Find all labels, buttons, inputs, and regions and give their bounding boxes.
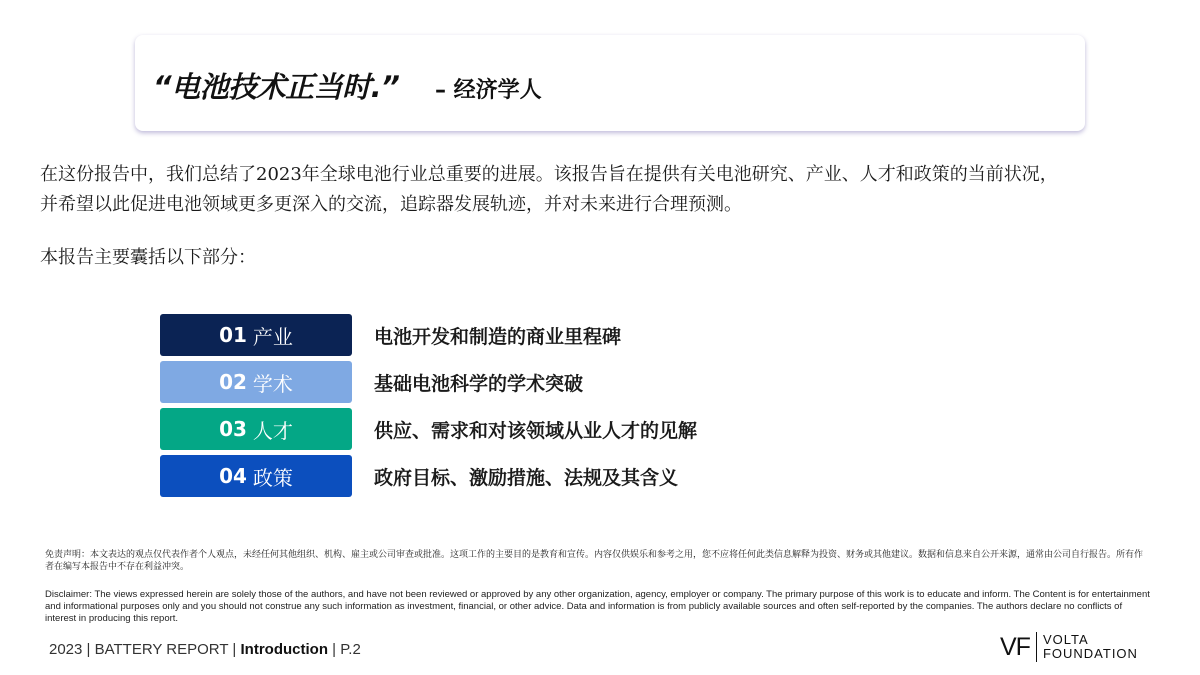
page-footer — [49, 641, 361, 658]
footer-report-label: 2023 | BATTERY REPORT | — [49, 641, 237, 658]
quote-text: “电池技术正当时.” — [153, 70, 400, 104]
section-number: 02 — [219, 370, 247, 394]
volta-foundation-logo — [1000, 630, 1160, 664]
section-item-policy — [160, 455, 860, 497]
section-label: 人才 — [252, 418, 293, 443]
section-description: 基础电池科学的学术突破 — [374, 373, 584, 395]
quote-card — [135, 35, 1085, 131]
section-badge — [160, 314, 352, 356]
section-number: 04 — [219, 464, 247, 488]
logo-line-2: FOUNDATION — [1042, 646, 1138, 661]
intro-line-2: 并希望以此促进电池领域更多更深入的交流，追踪器发展轨迹，并对未来进行合理预测。 — [40, 194, 742, 215]
section-description: 供应、需求和对该领域从业人才的见解 — [374, 420, 698, 442]
footer-section-name: Introduction — [240, 641, 328, 658]
section-number: 01 — [219, 323, 247, 347]
section-badge — [160, 361, 352, 403]
section-label: 学术 — [252, 371, 293, 396]
section-item-talent — [160, 408, 860, 450]
section-item-industry — [160, 314, 860, 356]
quote-source: – 经济学人 — [435, 78, 542, 103]
logo-line-1: VOLTA — [1042, 632, 1089, 647]
logo-wordmark — [1037, 633, 1138, 661]
disclaimer-chinese: 免责声明：本文表达的观点仅代表作者个人观点，未经任何其他组织、机构、雇主或公司审查或批准。这项工作的主要目的是教育和宣传。内容仅供娱乐和参考之用，您不应将任何此类信息解释为投资、财务或其他建议。数据和信息来自公开来源，通常由公司自行报告。所有作者在编写本报告中不存在利益冲突。 — [45, 550, 1144, 572]
intro-line-1: 在这份报告中，我们总结了2023年全球电池行业总重要的进展。该报告旨在提供有关电池研究、产业、人才和政策的当前状况， — [40, 164, 1058, 185]
section-description: 政府目标、激励措施、法规及其含义 — [374, 467, 679, 489]
section-item-academia — [160, 361, 860, 403]
section-label: 政策 — [252, 465, 293, 490]
logo-mark: VF — [1000, 632, 1037, 662]
sections-lead: 本报告主要囊括以下部分： — [40, 247, 256, 268]
section-badge — [160, 455, 352, 497]
section-label: 产业 — [252, 324, 293, 349]
section-description: 电池开发和制造的商业里程碑 — [374, 326, 622, 348]
footer-page-number: | P.2 — [332, 641, 361, 658]
section-badge — [160, 408, 352, 450]
section-number: 03 — [219, 417, 247, 441]
disclaimer-english: Disclaimer: The views expressed herein are solely those of the authors, and have not been reviewed or approved by any other organization, agency, employer or company. The primary purpose of this work is to educate and inform. The Content is for entertainment and informational purposes only and you should not construe any such information as investment, financial, or other advice. Data and information is from publicly available sources and often self-reported by the companies. The authors declare no conflicts of interest in producing this report. — [45, 589, 1150, 624]
intro-paragraph — [40, 160, 1200, 220]
